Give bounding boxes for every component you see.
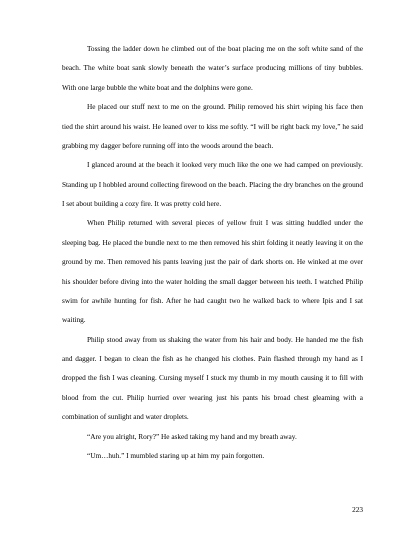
paragraph-1: Tossing the ladder down he climbed out of the boat placing me on the soft white sand of the beach. The white boat sank slowly beneath the water’s surface producing millions of tiny bubbles. With one large bubble the white boat and the dolphins were gone.: [62, 45, 363, 92]
body-text: [62, 40, 363, 466]
paragraph-4: When Philip returned with several pieces of yellow fruit I was sitting huddled under the sleeping bag. He placed the bundle next to me then removed his shirt folding it neatly leaving it on the ground by me. Then removed his pants leaving just the pair of dark shorts on. He winked at me over his shoulder before diving into the water holding the small dagger between his teeth. I watched Philip swim for awhile hunting for fish. After he had caught two he walked back to where Ipis and I sat waiting.: [62, 219, 363, 325]
paragraph-5: Philip stood away from us shaking the water from his hair and body. He handed me the fish and dagger. I began to clean the fish as he changed his clothes. Pain flashed through my hand as I dropped the fish I was cleaning. Cursing myself I stuck my thumb in my mouth causing it to fill with blood from the cut. Philip hurried over wearing just his pants his broad chest gleaming with a combination of sunlight and water droplets.: [62, 335, 363, 422]
paragraph-7: “Um…huh.” I mumbled staring up at him my pain forgotten.: [87, 451, 265, 460]
paragraph-3: I glanced around at the beach it looked very much like the one we had camped on previously. Standing up I hobbled around collecting firewood on the beach. Placing the dry branches on the ground I set about building a cozy fire. It was pretty cold here.: [62, 161, 363, 208]
paragraph-6: “Are you alright, Rory?” He asked taking my hand and my breath away.: [87, 432, 297, 441]
page-number: 223: [352, 506, 363, 514]
paragraph-2: He placed our stuff next to me on the ground. Philip removed his shirt wiping his face then tied the shirt around his waist. He leaned over to kiss me softly. “I will be right back my love,” he said grabbing my dagger before running off into the woods around the beach.: [62, 103, 363, 150]
